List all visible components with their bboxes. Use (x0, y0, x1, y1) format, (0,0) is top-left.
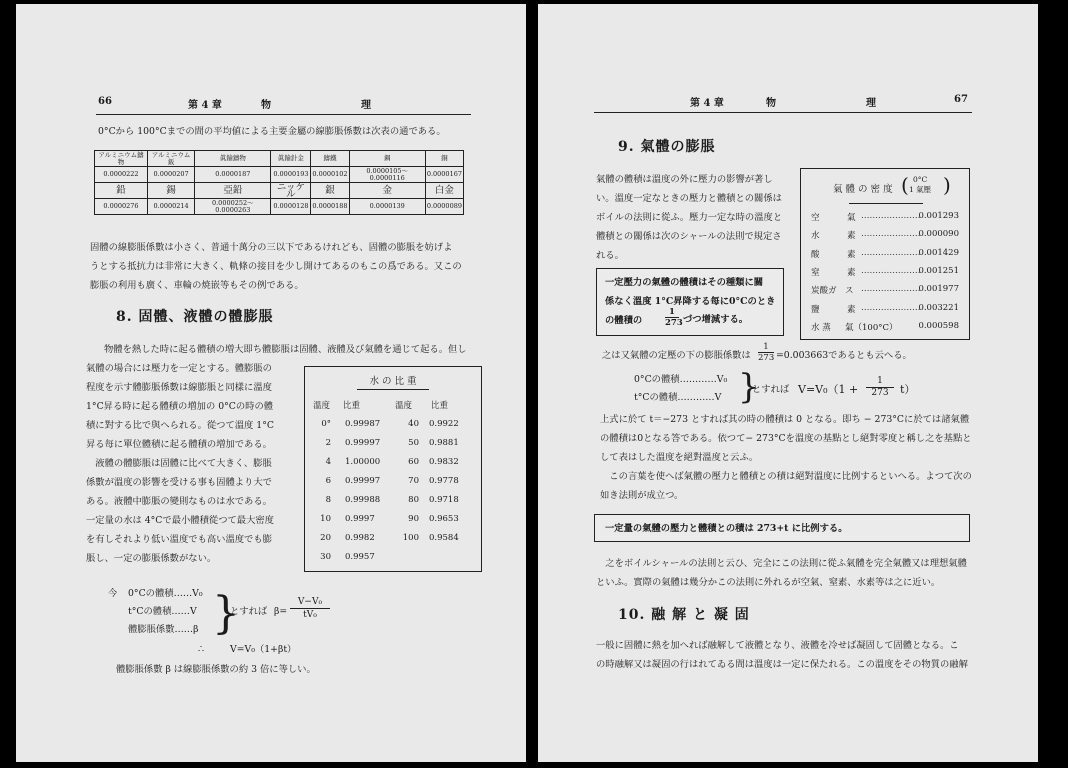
table-cell: 0.9718 (429, 495, 459, 505)
header-chapter: 第 4 章 (690, 98, 724, 109)
table-header-cell: 溫度 (313, 401, 331, 411)
table-cell: 0.9957 (345, 552, 375, 562)
section-10-title: 10. 融 解 と 凝 固 (618, 607, 750, 623)
table-row (305, 457, 481, 471)
table-cell: 金 (349, 183, 425, 199)
paragraph-line: 積に對する比で與へられる。從つて溫度 1°C (86, 420, 274, 431)
leader-dots: ………………… (861, 265, 921, 276)
table-row (95, 151, 464, 167)
law-line: 係なく溫度 1°C昇降する每に0°Cのとき (605, 296, 776, 307)
law-tail: づつ增減する。 (683, 314, 749, 325)
formula-result-tail: t） (900, 383, 916, 396)
table-row (305, 514, 481, 528)
paragraph-line: 程度を示す體膨脹係數は線膨脹と同樣に溫度 (86, 382, 272, 393)
table-cell: 0.9997 (345, 514, 375, 524)
gas-name: 窒 (811, 267, 820, 278)
table-cell: 0.0000102 (311, 167, 349, 183)
paragraph-line: 物體を熱した時に起る體積の増大即ち體膨脹は固體、液體及び氣體を通じて起る。但し (104, 344, 467, 355)
formula-numerator: 1 (877, 376, 883, 386)
table-cell: 0.0000167 (425, 167, 463, 183)
table-cell: 0.0000089 (425, 199, 463, 215)
table-cell: 10 (320, 514, 331, 524)
table-cell: 0.0000222 (95, 167, 148, 183)
formula-prefix: 今 (108, 588, 118, 599)
law-denominator: 273 (665, 318, 683, 328)
table-cell: 70 (408, 476, 419, 486)
paragraph-line: れる。 (596, 250, 624, 261)
table-cell: 0.0000128 (271, 199, 311, 215)
coef-numerator: 1 (763, 342, 769, 352)
table-row (95, 167, 464, 183)
condition-temp: 0°C (912, 175, 928, 184)
table-cell: 80 (408, 495, 419, 505)
table-cell: 0.99988 (345, 495, 381, 505)
table-cell: 錫 (148, 183, 195, 199)
formula-result: V=V₀（1+βt） (230, 644, 297, 655)
leader-dots: ………………… (861, 229, 921, 240)
paragraph-line: うとする抵抗力は非常に大きく、軌條の接目を少し開けてあるのもこの爲である。又この (90, 261, 462, 272)
table-cell: 2 (325, 438, 331, 448)
density-value: 0.000090 (918, 229, 959, 240)
paragraph-line: 液體の體膨脹は固體に比べて大きく、膨脹 (86, 458, 272, 469)
formula-fraction (866, 376, 894, 399)
paragraph-line: 係數が溫度の影響を受ける事も固體より大で (86, 477, 272, 488)
paragraph-line: この言葉を使へば氣體の壓力と體積との積は絕對溫度に比例するといへる。よつて次の (600, 471, 972, 482)
table-cell: 鋼 (349, 151, 425, 167)
table-cell: 0.99987 (345, 419, 381, 429)
table-row (95, 183, 464, 199)
paragraph-line: ある。液體中膨脹の變則なものは水である。 (86, 496, 272, 507)
condition-pressure: 1 氣壓 (909, 185, 932, 194)
gas-name-suffix: 素 (847, 231, 856, 242)
paragraph-line: といふ。實際の氣體は幾分かこの法則に外れるが空氣、窒素、水素等は之に近い。 (596, 577, 941, 588)
paragraph-line: 1°C昇る時に起る體積の増加の 0°Cの時の體 (86, 401, 274, 412)
table-cell: 0.0000187 (195, 167, 271, 183)
header-chapter: 第 4 章 (188, 100, 222, 111)
table-row (801, 284, 969, 298)
table-cell: 0.9653 (429, 514, 459, 524)
table-row (801, 229, 969, 243)
table-cell: 眞鍮鑄物 (195, 151, 271, 167)
formula-line: t°Cの體積…………V (634, 392, 722, 403)
table-cell: ニッケル (271, 183, 311, 199)
boyle-charles-law-box (594, 514, 970, 542)
density-value: 0.001251 (918, 265, 959, 276)
left-page (16, 4, 526, 762)
paren: ) (943, 173, 951, 197)
table-row (801, 303, 969, 317)
table-cell: 0.99997 (345, 438, 381, 448)
paragraph-line: 體膨脹係數 β は線膨脹係數の約 3 倍に等しい。 (116, 664, 316, 675)
table-cell: 0.9881 (429, 438, 459, 448)
charles-law-box (596, 268, 784, 336)
paragraph-line: の體積は0となる答である。依つて− 273°Cを溫度の基點とし絕對零度と稱し之を基點と (600, 433, 972, 444)
leader-dots: ………………… (861, 247, 921, 258)
paragraph-line: 氣體の體積は溫度の外に壓力の影響が著し (596, 174, 773, 185)
formula-then: とすれば (752, 384, 790, 395)
gas-name-suffix: 氣（100°C） (845, 322, 898, 333)
formula-line: 0°Cの體積…………V₀ (634, 374, 728, 385)
table-row (801, 211, 969, 225)
paragraph-line: 一定量の水は 4°Cで最小體積從つて最大密度 (86, 515, 274, 526)
paragraph-line: 之をボイルシャールの法則と云ひ、完全にこの法則に從ふ氣體を完全氣體又は理想氣體 (596, 558, 967, 569)
density-value: 0.001429 (918, 247, 959, 258)
table-row (801, 266, 969, 280)
water-specific-gravity-table (304, 366, 482, 572)
gas-name-suffix: 氣 (847, 213, 856, 223)
paragraph-line: 體積との關係は次のシャールの法則で規定さ (596, 231, 782, 242)
table-cell: 0.0000105〜0.0000116 (349, 167, 425, 183)
table-header-cell: 比重 (343, 401, 361, 411)
table-row (305, 552, 481, 566)
table-cell: 0.0000193 (271, 167, 311, 183)
table-cell: 30 (320, 552, 331, 562)
formula-denominator: 273 (871, 388, 889, 398)
water-table-title: 水 の 比 重 (369, 376, 417, 387)
table-cell: アルミニウム鑄物 (95, 151, 148, 167)
table-cell: アルミニウム鈑 (148, 151, 195, 167)
table-cell: 40 (408, 419, 419, 429)
table-cell: 100 (402, 533, 419, 543)
section-8-title: 8. 固體、液體の體膨脹 (116, 309, 274, 325)
formula-result: V=V₀（1 + (798, 383, 859, 396)
table-cell: 1.00000 (345, 457, 381, 467)
table-cell: 20 (320, 533, 331, 543)
beta-numerator: V−V₀ (297, 597, 323, 607)
table-row (801, 248, 969, 262)
law-fraction (665, 307, 683, 328)
table-cell: 0.0000276 (95, 199, 148, 215)
leader-dots: ………………… (861, 284, 921, 295)
paragraph-line: い。溫度一定なときの壓力と體積との關係は (596, 193, 782, 204)
table-cell: 0.0000252〜0.0000263 (195, 199, 271, 215)
table-cell: 0.9778 (429, 476, 459, 486)
header-rule (594, 112, 972, 113)
table-cell: 0.0000188 (311, 199, 349, 215)
leader-dots: ………………… (861, 211, 921, 221)
table-row (305, 419, 481, 433)
right-page (538, 4, 1038, 762)
expansion-coefficient-table (94, 150, 464, 215)
paren: ( (901, 173, 909, 197)
table-cell: 鉛 (95, 183, 148, 199)
table-row (305, 533, 481, 547)
table-cell: 0.9832 (429, 457, 459, 467)
beta-label: β= (274, 606, 288, 617)
table-cell: 0.0000207 (148, 167, 195, 183)
paragraph-line: 氣體の場合には壓力を一定とする。體膨脹の (86, 363, 272, 374)
paragraph-line: 膨脹の利用も廣く、車輪の焼嵌等もその例である。 (90, 280, 304, 291)
law2-text: 一定量の氣體の壓力と體積との積は 273+t に比例する。 (605, 523, 848, 534)
header-word: 理 (866, 98, 876, 109)
gas-name-suffix: 素 (847, 267, 856, 278)
formula-line: 體膨脹係數……β (128, 624, 199, 635)
table-row (801, 321, 969, 335)
gas-name: 水 (811, 231, 820, 242)
density-value: 0.001293 (918, 211, 959, 221)
paragraph-line: して表はした溫度を絕對溫度と云ふ。 (600, 452, 759, 463)
density-value: 0.001977 (918, 284, 959, 295)
gas-name: 酸 (811, 249, 820, 260)
table-cell: 亞鉛 (195, 183, 271, 199)
law-numerator: 1 (669, 307, 675, 317)
page-number: 67 (954, 94, 968, 105)
section-9-title: 9. 氣體の膨脹 (618, 139, 716, 155)
density-condition (909, 175, 931, 195)
table-cell: 60 (408, 457, 419, 467)
paragraph-line: 脹し、一定の膨脹係數がない。 (86, 553, 217, 564)
table-cell: 眞鍮針金 (271, 151, 311, 167)
table-cell: 0.9982 (345, 533, 375, 543)
title-underline (357, 389, 429, 390)
gas-name: 水 蒸 (811, 322, 831, 333)
header-word: 物 (261, 100, 271, 111)
beta-denominator: tV₀ (303, 610, 317, 620)
density-title: 氣 體 の 密 度 (833, 184, 893, 195)
table-cell: 0.99997 (345, 476, 381, 486)
table-row (305, 476, 481, 490)
page-number: 66 (98, 96, 112, 107)
formula-line: 0°Cの體積……V₀ (128, 588, 203, 599)
brace: } (212, 588, 240, 639)
table-row (305, 438, 481, 452)
brace: } (738, 367, 760, 407)
gas-name: 炭酸ガ (811, 286, 837, 297)
table-cell: 0.0000139 (349, 199, 425, 215)
therefore-symbol: ∴ (198, 644, 204, 655)
law-line: 一定壓力の氣體の體積はその種類に關 (605, 277, 764, 288)
table-cell: 8 (325, 495, 331, 505)
gas-density-table (800, 168, 970, 340)
table-cell: 6 (325, 476, 331, 486)
gas-name-suffix: ス (845, 286, 854, 297)
table-cell: 50 (408, 438, 419, 448)
table-cell: 銀 (311, 183, 349, 199)
formula-line: t°Cの體積……V (128, 606, 197, 617)
gas-name-suffix: 素 (847, 249, 856, 260)
paragraph-line: 昇る每に單位體積に起る體積の増加である。 (86, 439, 272, 450)
paragraph-line: の時融解又は凝固の行はれてゐる間は溫度は一定に保たれる。この溫度をその物質の融解 (596, 659, 968, 670)
table-header-row (305, 399, 481, 413)
coef-line-suffix: =0.003663であるとも云へる。 (776, 350, 912, 361)
table-row (305, 495, 481, 509)
gas-name: 空 (811, 213, 820, 223)
header-word: 理 (361, 100, 371, 111)
table-cell: 鑄鐵 (311, 151, 349, 167)
gas-name: 鹽 (811, 304, 820, 315)
table-header-cell: 溫度 (395, 401, 413, 411)
table-cell: 白金 (425, 183, 463, 199)
table-cell: 4 (325, 457, 331, 467)
formula-then: とすれば (230, 606, 268, 617)
header-word: 物 (766, 98, 776, 109)
leader-dots: ………………… (861, 302, 921, 313)
coef-line-prefix: 之は又氣體の定壓の下の膨脹係數は (602, 350, 751, 361)
table-header-cell: 比重 (431, 401, 449, 411)
title-underline (849, 203, 923, 204)
paragraph-line: ボイルの法則に從ふ。壓力一定な時の溫度と (596, 212, 783, 223)
density-value: 0.003221 (918, 302, 959, 313)
density-value: 0.000598 (918, 320, 959, 331)
paragraph-line: 上式に於て t＝−273 とすれば其の時の體積は 0 となる。即ち − 273°Cに於ては諸氣體 (600, 414, 970, 425)
table-cell: 0.9584 (429, 533, 459, 543)
paragraph-line: 一般に固體に熱を加へれば融解して液體となり、液體を冷せば凝固して固體となる。こ (596, 640, 959, 651)
law-line: の體積の (605, 315, 643, 326)
coef-fraction (758, 342, 774, 363)
paragraph-line: を有しそれより低い溫度でも高い溫度でも膨 (86, 534, 272, 545)
table-cell: 銅 (425, 151, 463, 167)
header-rule (96, 114, 471, 115)
paragraph-line: 固體の線膨脹係數は小さく、普通十萬分の三以下であるけれども、固體の膨脹を妨げよ (90, 242, 453, 253)
gas-name-suffix: 素 (847, 304, 856, 315)
table-cell: 0° (321, 419, 331, 429)
table-cell: 0.0000214 (148, 199, 195, 215)
table-cell: 90 (408, 514, 419, 524)
intro-text: 0°Cから 100°Cまでの間の平均値による主要金屬の線膨脹係數は次表の通である。 (98, 126, 446, 137)
beta-fraction (290, 596, 330, 621)
table-row (95, 199, 464, 215)
table-cell: 0.9922 (429, 419, 459, 429)
coef-denominator: 273 (758, 353, 775, 363)
paragraph-line: 如き法則が成立つ。 (600, 490, 684, 501)
